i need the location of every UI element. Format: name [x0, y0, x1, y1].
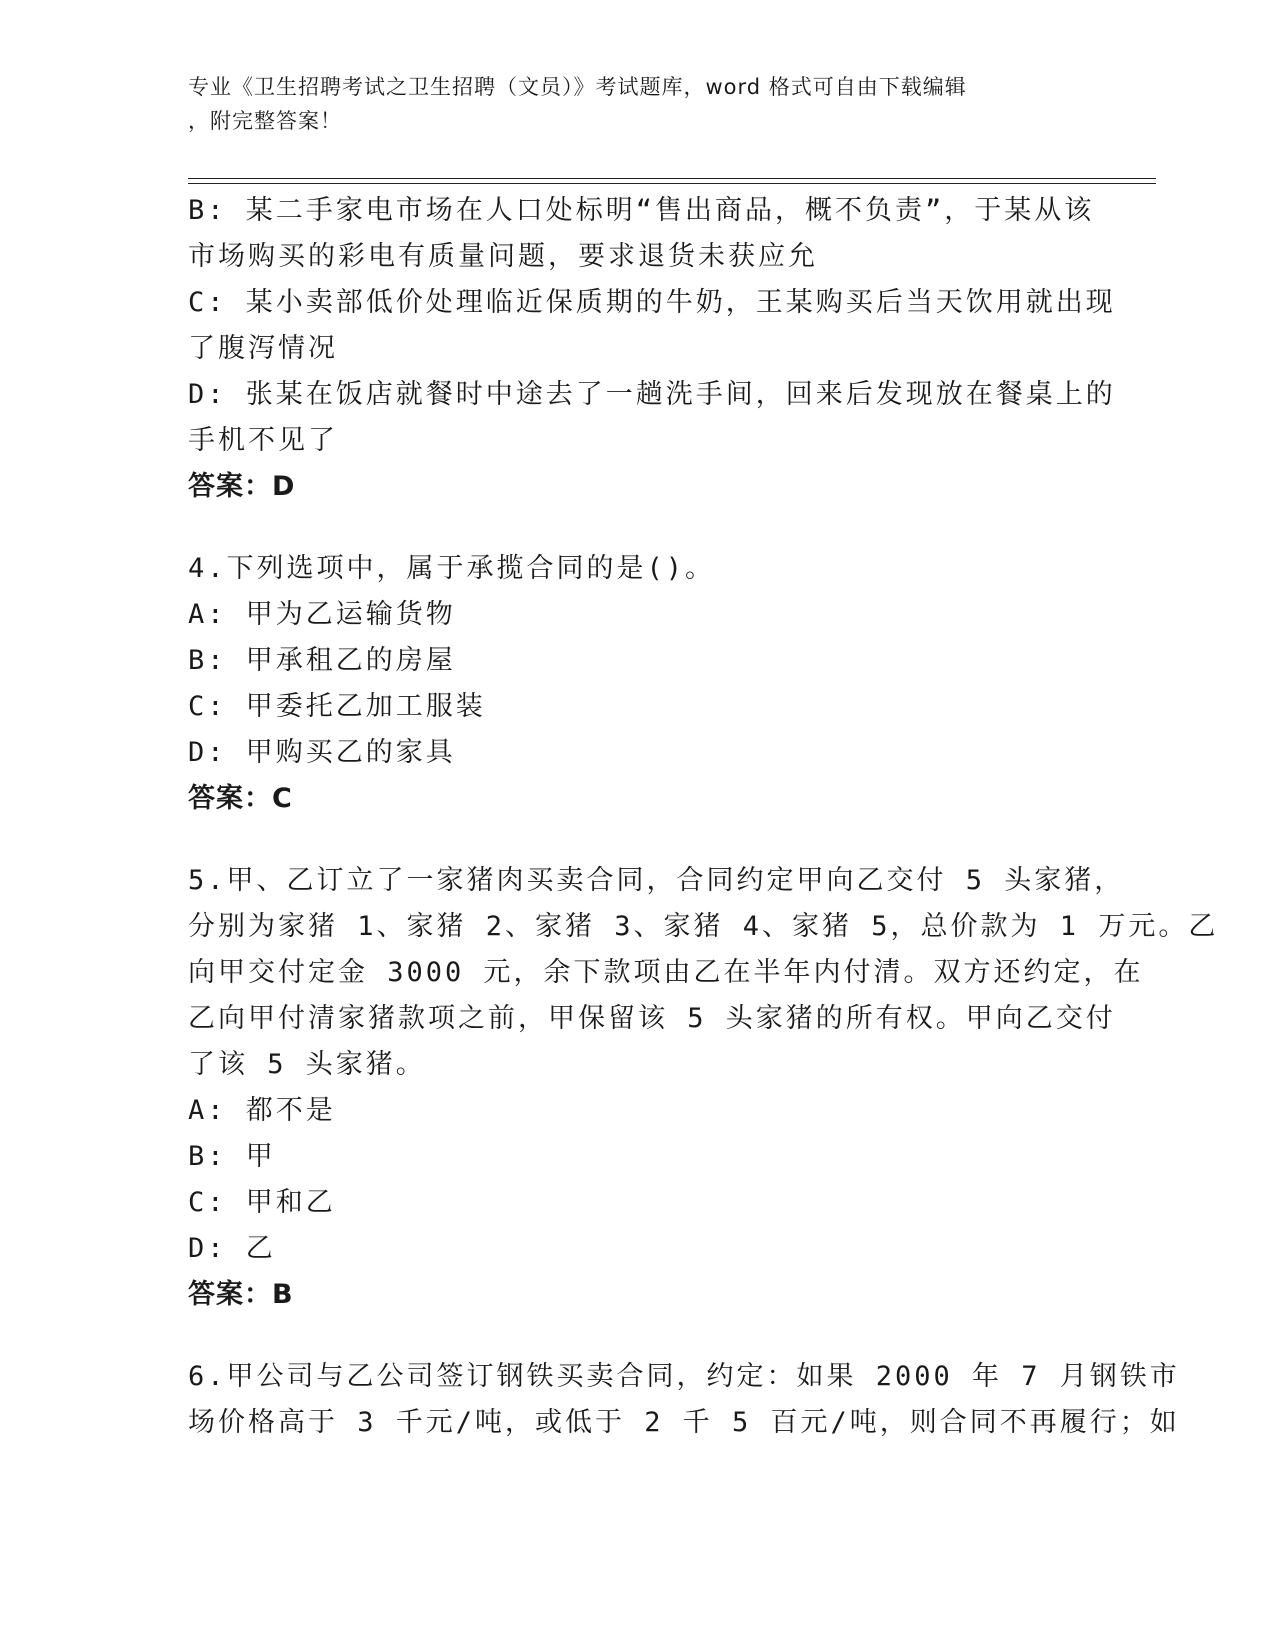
question-3	[188, 188, 1116, 510]
q5-stem-line-2: 分别为家猪 1、家猪 2、家猪 3、家猪 4、家猪 5，总价款为 1 万元。乙	[188, 911, 1219, 942]
q3-answer: 答案：D	[188, 471, 296, 502]
q4-option-d: D: 甲购买乙的家具	[188, 737, 456, 768]
q5-option-d: D: 乙	[188, 1233, 276, 1264]
question-4	[188, 546, 1088, 822]
q4-answer: 答案：C	[188, 783, 293, 814]
spacer	[188, 822, 1088, 858]
header-divider-top	[188, 178, 1156, 179]
q5-stem-line-4: 乙向甲付清家猪款项之前，甲保留该 5 头家猪的所有权。甲向乙交付	[188, 1003, 1116, 1034]
question-content	[188, 188, 1219, 1446]
q3-option-b-line-1: B: 某二手家电市场在人口处标明“售出商品，概不负责”，于某从该	[188, 195, 1095, 226]
q3-option-d-line-2: 手机不见了	[188, 425, 338, 456]
q5-option-c: C: 甲和乙	[188, 1187, 336, 1218]
q6-stem-line-2: 场价格高于 3 千元/吨，或低于 2 千 5 百元/吨，则合同不再履行；如	[188, 1407, 1180, 1438]
header-line-2: ，附完整答案！	[188, 109, 342, 133]
q4-option-c: C: 甲委托乙加工服装	[188, 691, 486, 722]
q5-stem-line-5: 了该 5 头家猪。	[188, 1049, 426, 1080]
q5-option-a: A: 都不是	[188, 1095, 336, 1126]
header-line-1: 专业《卫生招聘考试之卫生招聘（文员）》考试题库，word 格式可自由下载编辑	[188, 75, 967, 99]
q5-option-b: B: 甲	[188, 1141, 276, 1172]
q3-option-b-line-2: 市场购买的彩电有质量问题，要求退货未获应允	[188, 241, 818, 272]
q5-stem-line-1: 5.甲、乙订立了一家猪肉买卖合同，合同约定甲向乙交付 5 头家猪，	[188, 865, 1125, 896]
q5-stem-line-3: 向甲交付定金 3000 元，余下款项由乙在半年内付清。双方还约定，在	[188, 957, 1144, 988]
header-divider-bottom	[188, 183, 1156, 184]
question-5	[188, 858, 1219, 1318]
document-header	[188, 70, 1068, 138]
q4-option-a: A: 甲为乙运输货物	[188, 599, 456, 630]
q3-option-d-line-1: D: 张某在饭店就餐时中途去了一趟洗手间，回来后发现放在餐桌上的	[188, 379, 1116, 410]
spacer	[188, 510, 1088, 546]
q6-stem-line-1: 6.甲公司与乙公司签订钢铁买卖合同，约定：如果 2000 年 7 月钢铁市	[188, 1361, 1180, 1392]
question-6	[188, 1354, 1180, 1446]
q3-option-c-line-2: 了腹泻情况	[188, 333, 338, 364]
q3-option-c-line-1: C: 某小卖部低价处理临近保质期的牛奶，王某购买后当天饮用就出现	[188, 287, 1116, 318]
q4-option-b: B: 甲承租乙的房屋	[188, 645, 456, 676]
spacer	[188, 1318, 1088, 1354]
q5-answer: 答案：B	[188, 1279, 294, 1310]
q4-stem: 4.下列选项中，属于承揽合同的是()。	[188, 553, 716, 584]
